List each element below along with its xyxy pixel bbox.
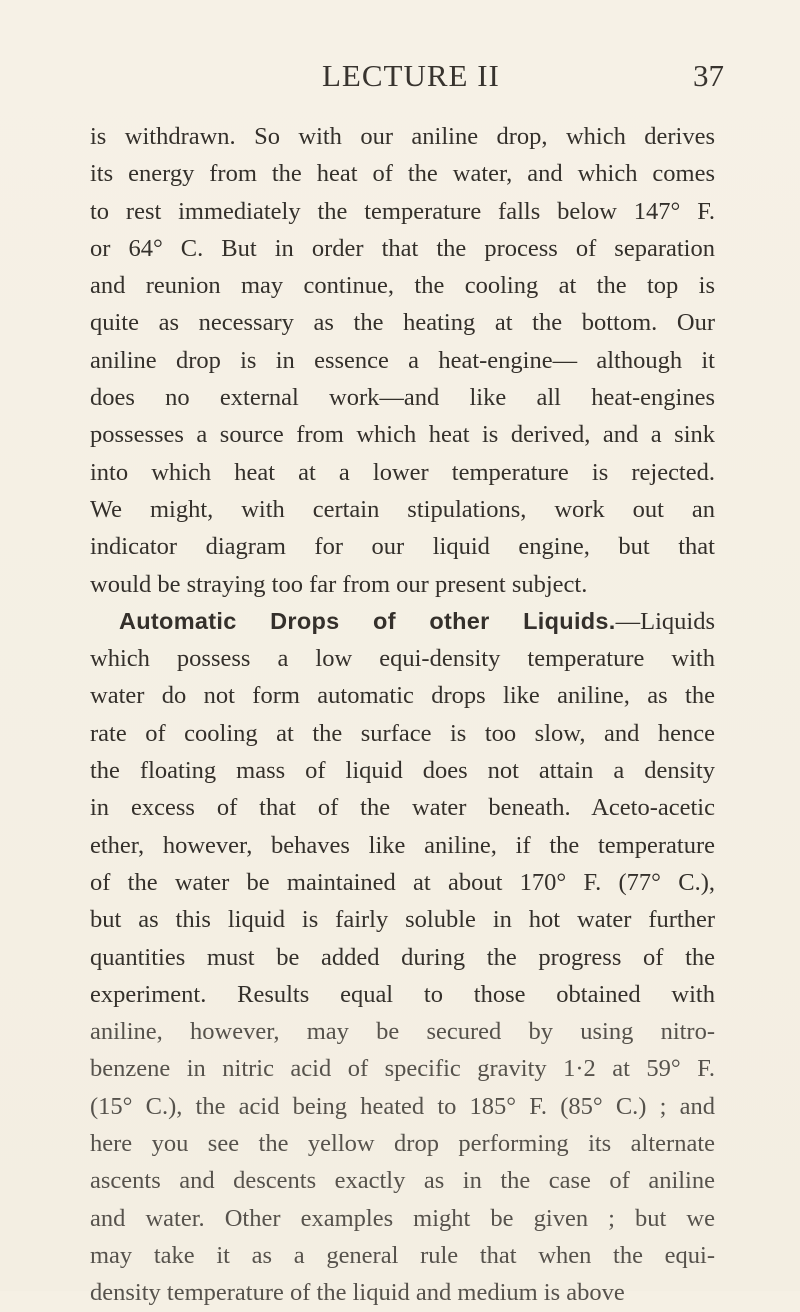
text-line: quite as necessary as the heating at the bottom. Our <box>90 309 715 337</box>
section-heading: Automatic Drops of other Liquids. <box>119 607 616 634</box>
section-first-line-text: —Liquids <box>615 607 715 635</box>
running-head-title: LECTURE II <box>322 58 500 93</box>
text-line: the floating mass of liquid does not attain a density <box>90 757 715 785</box>
text-line: rate of cooling at the surface is too slow, and hence <box>90 719 715 747</box>
text-line: aniline, however, may be secured by using nitro- <box>90 1018 715 1046</box>
text-line: experiment. Results equal to those obtained with <box>90 980 715 1008</box>
text-line: its energy from the heat of the water, and which comes <box>90 160 715 188</box>
text-line: and reunion may continue, the cooling at the top is <box>90 272 715 300</box>
text-line: which possess a low equi-density temperature with <box>90 645 715 673</box>
section-first-line <box>90 603 715 640</box>
body-text <box>90 118 715 1312</box>
text-line: indicator diagram for our liquid engine, but that <box>90 533 715 561</box>
text-line: to rest immediately the temperature falls below 147° F. <box>90 197 715 225</box>
text-line: water do not form automatic drops like aniline, as the <box>90 682 715 710</box>
text-line: or 64° C. But in order that the process of separation <box>90 234 715 262</box>
text-line: is withdrawn. So with our aniline drop, which derives <box>90 123 715 150</box>
page-number: 37 <box>693 58 724 93</box>
text-line: into which heat at a lower temperature is rejected. <box>90 458 715 486</box>
text-line: in excess of that of the water beneath. Aceto-acetic <box>90 794 715 822</box>
text-line: (15° C.), the acid being heated to 185° F. (85° C.) ; and <box>90 1092 715 1120</box>
text-line: and water. Other examples might be given ; but we <box>90 1204 715 1232</box>
text-line: but as this liquid is fairly soluble in hot water further <box>90 906 715 934</box>
text-line: may take it as a general rule that when the equi- <box>90 1241 715 1269</box>
text-line: here you see the yellow drop performing its alternate <box>90 1130 715 1158</box>
text-line: aniline drop is in essence a heat-engine— although it <box>90 346 715 374</box>
text-line: We might, with certain stipulations, work out an <box>90 495 715 523</box>
text-line: quantities must be added during the progress of the <box>90 943 715 971</box>
running-head <box>0 58 800 98</box>
text-line: ascents and descents exactly as in the case of aniline <box>90 1167 715 1195</box>
text-line: ether, however, behaves like aniline, if the temperature <box>90 831 715 859</box>
text-line: density temperature of the liquid and medium is above <box>90 1279 625 1307</box>
text-line: does no external work—and like all heat-engines <box>90 384 715 412</box>
text-line: benzene in nitric acid of specific gravity 1·2 at 59° F. <box>90 1055 715 1083</box>
text-line: would be straying too far from our present subject. <box>90 570 588 598</box>
text-line: of the water be maintained at about 170° F. (77° C.), <box>90 868 715 896</box>
text-line: possesses a source from which heat is derived, and a sink <box>90 421 715 449</box>
